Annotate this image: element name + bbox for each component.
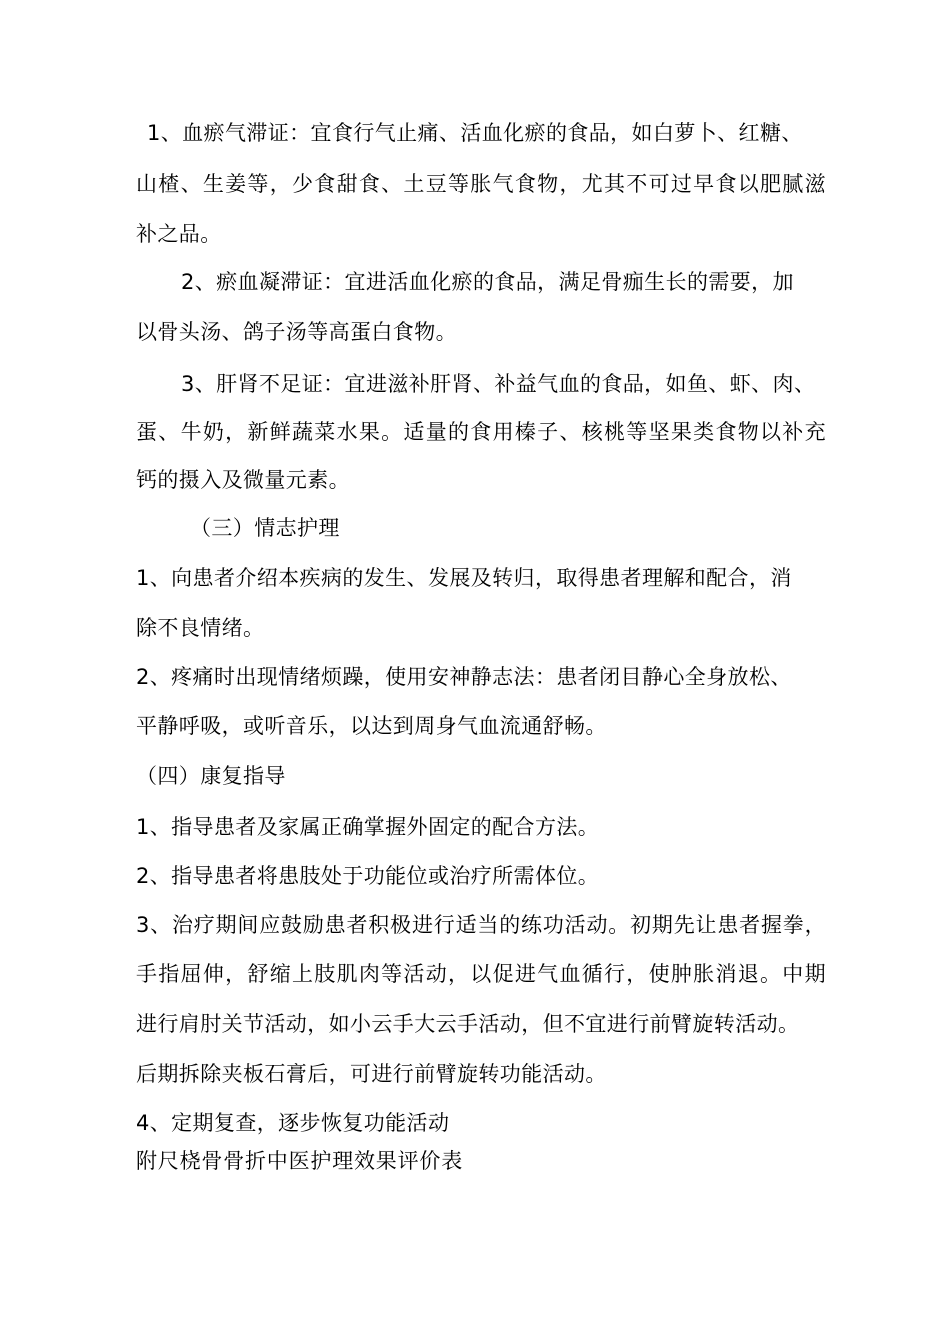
rehab-item-1: 1、指导患者及家属正确掌握外固定的配合方法。: [136, 815, 600, 839]
rehab-item-3-line-1: 3、治疗期间应鼓励患者积极进行适当的练功活动。初期先让患者握拳，: [136, 913, 826, 937]
emotion-item-2-line-1: 2、疼痛时出现情绪烦躁，使用安神静志法：患者闭目静心全身放松、: [136, 665, 792, 689]
rehab-item-2: 2、指导患者将患肢处于功能位或治疗所需体位。: [136, 864, 600, 888]
rehab-item-3-line-2: 手指屈伸，舒缩上肢肌肉等活动，以促进气血循行，使肿胀消退。中期: [136, 962, 826, 986]
rehab-item-3-line-4: 后期拆除夹板石膏后，可进行前臂旋转功能活动。: [136, 1062, 607, 1086]
emotion-item-1-line-2: 除不良情绪。: [136, 616, 265, 640]
rehab-item-3-line-3: 进行肩肘关节活动，如小云手大云手活动，但不宜进行前臂旋转活动。: [136, 1012, 800, 1036]
diet-item-1-line-2: 山楂、生姜等，少食甜食、土豆等胀气食物，尤其不可过早食以肥腻滋: [136, 172, 826, 196]
appendix-caption: 附尺桡骨骨折中医护理效果评价表: [136, 1149, 463, 1173]
diet-item-1-line-1: 1、血瘀气滞证：宜食行气止痛、活血化瘀的食品，如白萝卜、红糖、: [147, 121, 803, 145]
diet-item-2-line-1: 2、瘀血凝滞证：宜进活血化瘀的食品，满足骨痂生长的需要，加: [181, 270, 794, 294]
diet-item-3-line-3: 钙的摄入及微量元素。: [136, 468, 350, 492]
rehab-item-4: 4、定期复查，逐步恢复功能活动: [136, 1111, 450, 1135]
diet-item-3-line-2: 蛋、牛奶，新鲜蔬菜水果。适量的食用榛子、核桃等坚果类食物以补充: [136, 420, 826, 444]
diet-item-2-line-2: 以骨头汤、鸽子汤等高蛋白食物。: [136, 320, 457, 344]
emotion-item-1-line-1: 1、向患者介绍本疾病的发生、发展及转归，取得患者理解和配合，消: [136, 566, 792, 590]
diet-item-1-line-3: 补之品。: [136, 222, 222, 246]
rehab-section-heading: （四）康复指导: [136, 764, 286, 788]
emotion-item-2-line-2: 平静呼吸，或听音乐，以达到周身气血流通舒畅。: [136, 714, 607, 738]
diet-item-3-line-1: 3、肝肾不足证：宜进滋补肝肾、补益气血的食品，如鱼、虾、肉、: [181, 372, 816, 396]
emotion-section-heading: （三）情志护理: [190, 516, 340, 540]
